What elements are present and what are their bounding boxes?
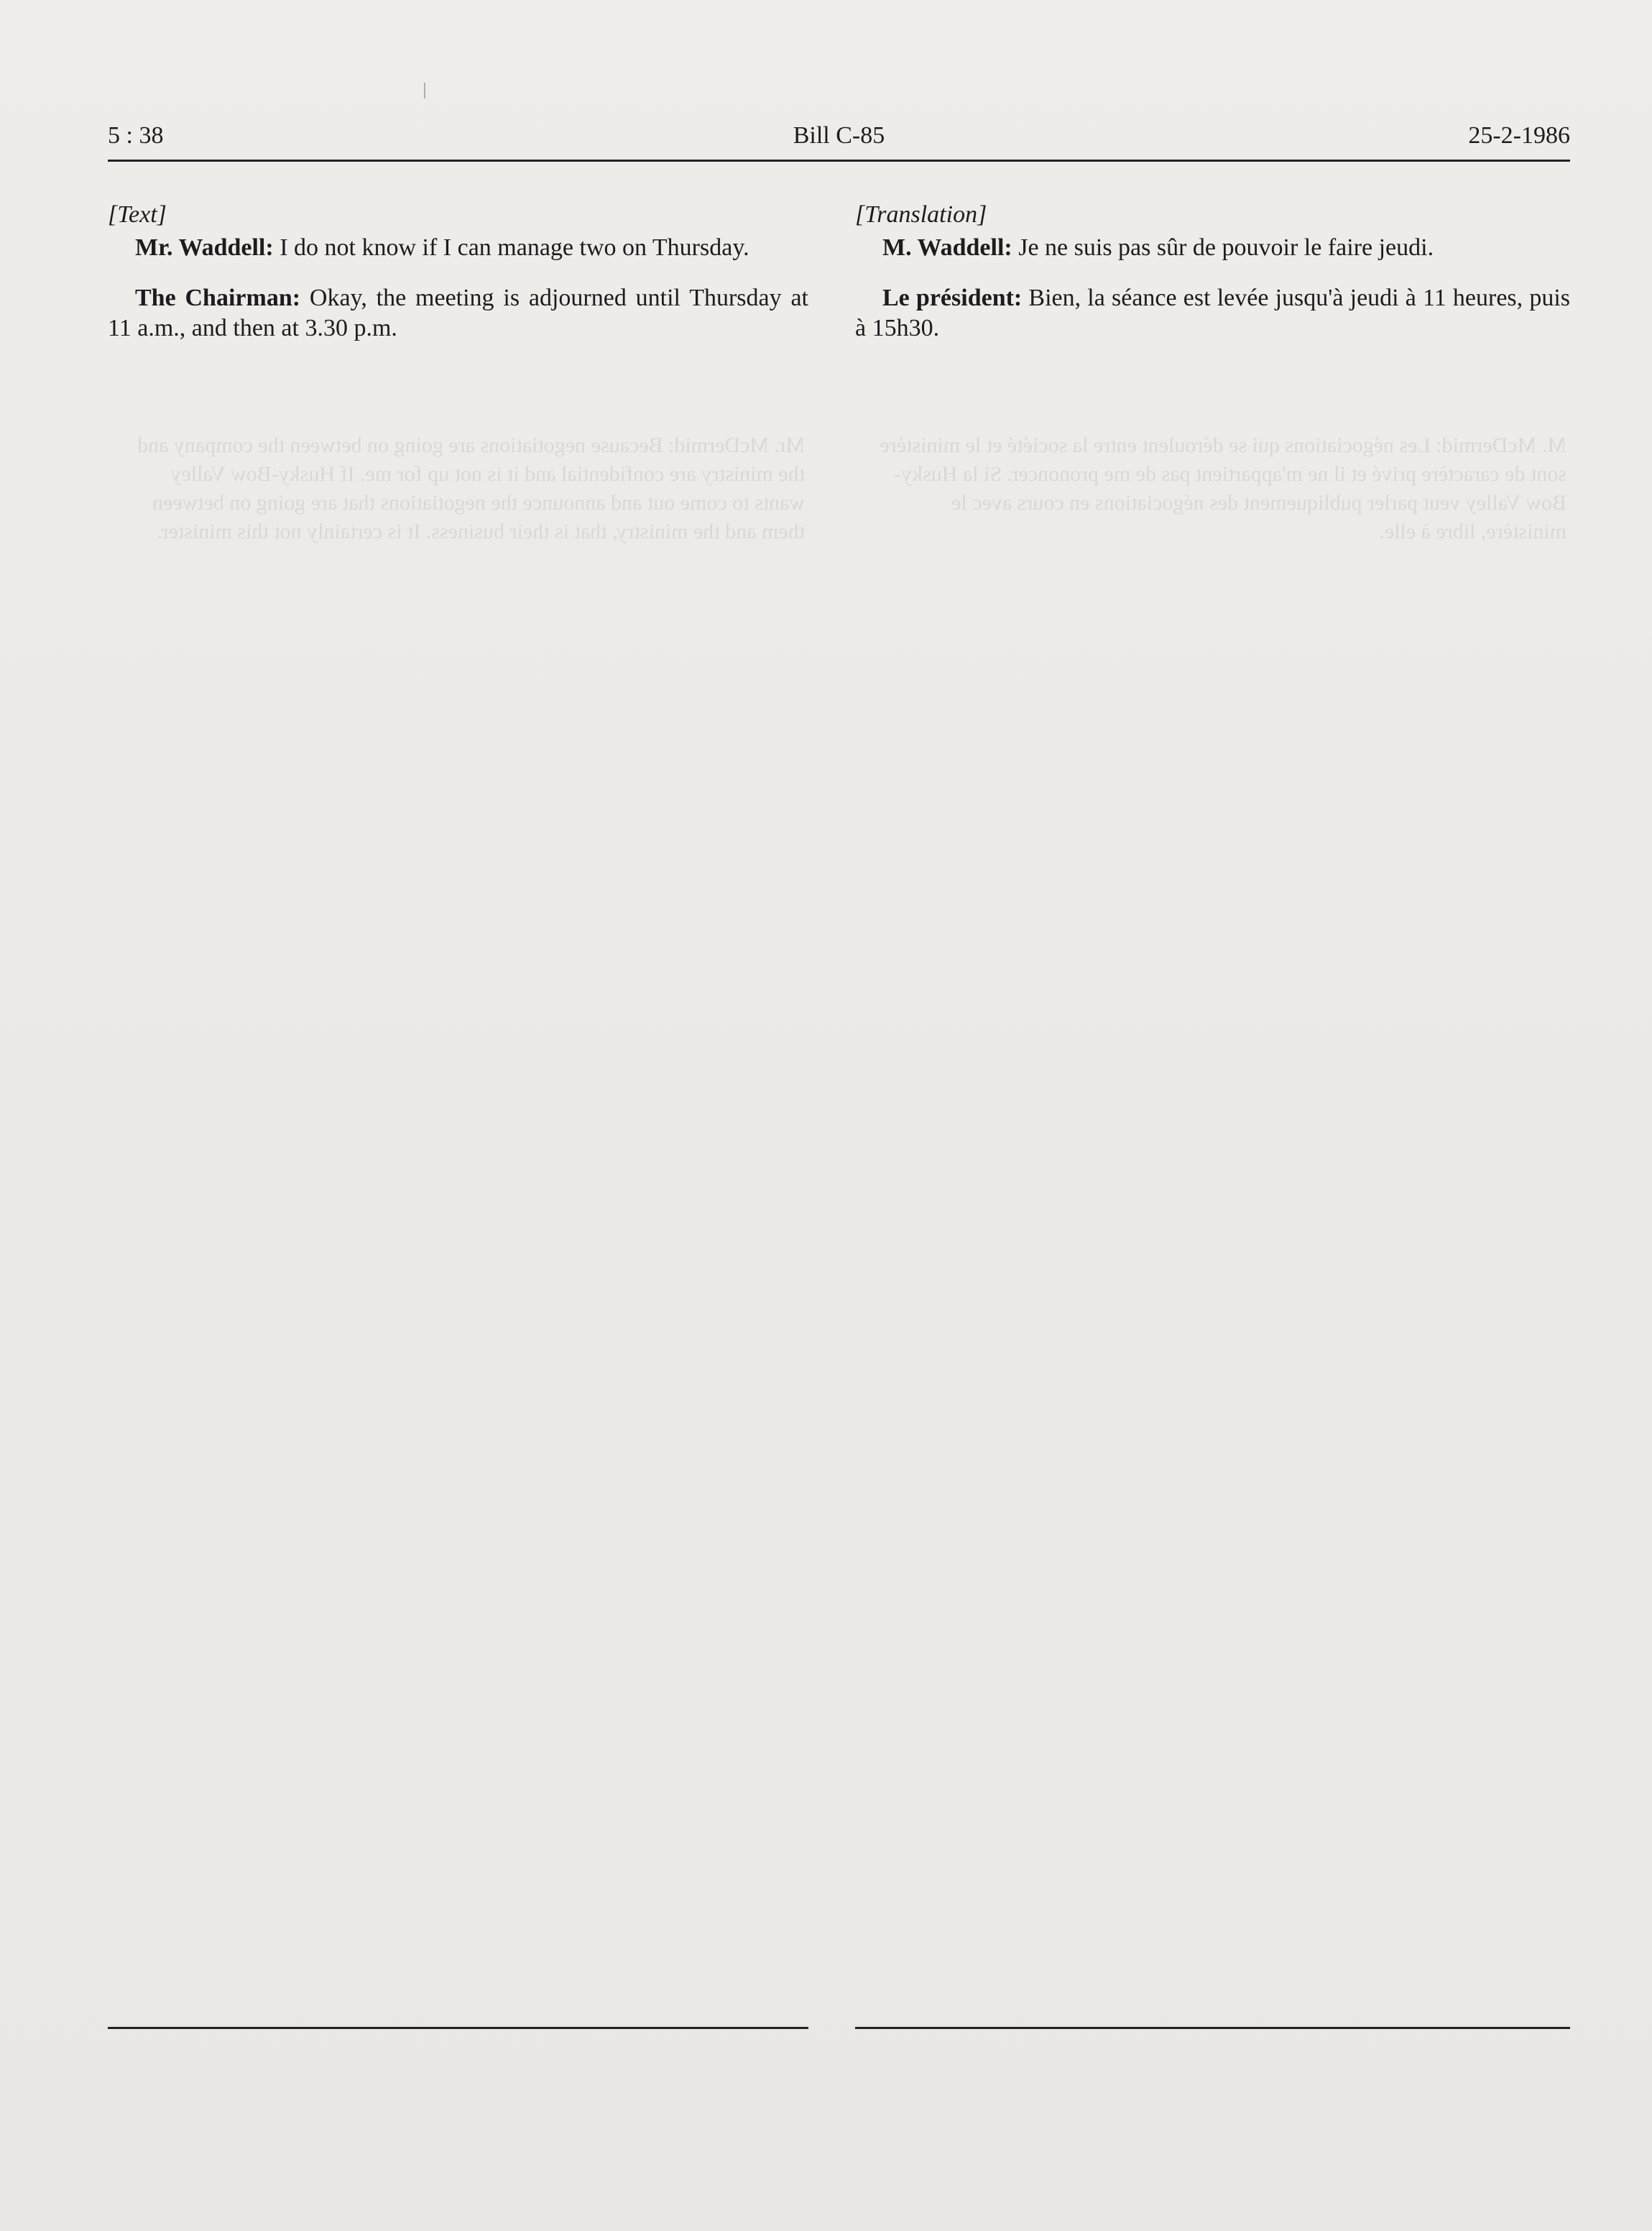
bleed-through-right: M. McDermid: Les négociations qui se déroulent entre la société et le ministère sont de caractère privé et il ne m'appartient pas de me prononcer. Si la Husky-Bow Valley veut parler publiquement des négociations en cours avec le ministère, libre à elle. [880, 433, 1566, 543]
footer-rule-left [108, 2027, 808, 2029]
speech-text: Okay, the meeting is adjourned until Thursday at 11 a.m., and then at 3.30 p.m. [108, 285, 808, 341]
meeting-date: 25-2-1986 [1468, 122, 1570, 149]
paragraph-waddell-fr [855, 233, 1570, 263]
bill-title: Bill C-85 [793, 122, 885, 149]
paragraph-waddell [108, 233, 808, 263]
scan-mark [424, 83, 425, 98]
paragraph-president-fr [855, 283, 1570, 344]
speech-text: Bien, la séance est levée jusqu'à jeudi à 11 heures, puis à 15h30. [855, 285, 1570, 341]
french-column [855, 200, 1570, 364]
speaker-name: Mr. Waddell: [135, 234, 274, 261]
header-rule [108, 160, 1570, 162]
text-label: [Text] [108, 201, 167, 228]
page-reference: 5 : 38 [108, 122, 164, 149]
bleed-through-left: Mr. McDermid: Because negotiations are going on between the company and the ministry are confidential and it is not up for me. If Husky-Bow Valley wants to come out and announce the negotiations that are going on between them and the ministry, that is their business. It is certainly not this minister. [137, 433, 805, 543]
english-column [108, 200, 808, 364]
speaker-name: M. Waddell: [882, 234, 1012, 261]
footer-rule-right [855, 2027, 1570, 2029]
speech-text: Je ne suis pas sûr de pouvoir le faire jeudi. [1012, 234, 1434, 261]
speech-text: I do not know if I can manage two on Thursday. [273, 234, 749, 261]
translation-label: [Translation] [855, 201, 987, 228]
speaker-name: Le président: [882, 285, 1023, 311]
paragraph-chairman [108, 283, 808, 344]
speaker-name: The Chairman: [135, 285, 301, 311]
page-header [108, 122, 1570, 160]
